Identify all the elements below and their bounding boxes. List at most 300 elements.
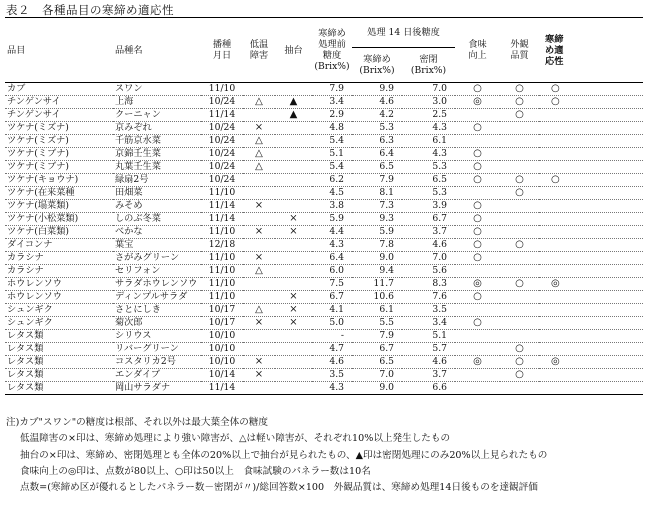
bolting-cell [275,382,312,395]
note-line: 食味向上の◎印は、点数が80以上、○印は50以上 食味試験のパネラー数は10名 [20,465,371,477]
sugar-before-cell: 4.6 [312,356,352,369]
note-line: 注)カブ"スワン"の糖度は根部、それ以外は最大葉全体の糖度 [6,417,269,428]
sugar-after-sealed-cell: 5.7 [402,343,455,356]
cold-injury-cell [243,174,275,187]
item-cell: レタス類 [5,369,113,382]
sugar-after-sealed-cell: 3.4 [402,317,455,330]
sowing-date-cell: 10/10 [201,356,243,369]
sugar-before-cell: 4.1 [312,304,352,317]
table-row [5,187,643,200]
sowing-date-cell: 11/10 [201,83,243,96]
sugar-after-sealed-cell: 5.1 [402,330,455,343]
cold-injury-cell: △ [243,135,275,148]
cold-injury-cell [243,83,275,96]
variety-cell: 京みぞれ [113,122,201,135]
sugar-before-cell: 4.7 [312,343,352,356]
item-cell: チンゲンサイ [5,109,113,122]
table-row [5,291,643,304]
variety-cell: 千筋京水菜 [113,135,201,148]
sugar-after-cold-cell: 4.2 [352,109,402,122]
suitability-cell [539,343,643,356]
item-cell: カブ [5,83,113,96]
sowing-date-cell: 10/10 [201,330,243,343]
sugar-after-sealed-cell: 3.7 [402,369,455,382]
item-cell: ツケナ(小松菜類) [5,213,113,226]
sugar-after-sealed-cell: 5.6 [402,265,455,278]
suitability-cell [539,382,643,395]
header-taste: 食味 向上 [455,18,500,83]
item-cell: ツケナ(ミズナ) [5,122,113,135]
sugar-before-cell: 6.7 [312,291,352,304]
sugar-after-sealed-cell: 6.7 [402,213,455,226]
cold-injury-cell: △ [243,96,275,109]
cold-injury-cell: × [243,200,275,213]
taste-cell: ○ [455,122,500,135]
sugar-after-cold-cell: 6.7 [352,343,402,356]
cold-injury-cell: × [243,122,275,135]
suitability-cell [539,369,643,382]
sowing-date-cell: 11/14 [201,200,243,213]
appearance-cell [500,148,539,161]
bolting-cell [275,343,312,356]
sugar-after-sealed-cell: 7.0 [402,83,455,96]
taste-cell: ◎ [455,96,500,109]
cold-injury-cell [243,291,275,304]
bolting-cell: ▲ [275,96,312,109]
sowing-date-cell: 11/14 [201,109,243,122]
sugar-before-cell: 5.1 [312,148,352,161]
item-cell: レタス類 [5,343,113,356]
sugar-after-sealed-cell: 3.9 [402,200,455,213]
sugar-before-cell: 3.4 [312,96,352,109]
appearance-cell [500,304,539,317]
taste-cell: ○ [455,291,500,304]
variety-cell: 菊次郎 [113,317,201,330]
appearance-cell [500,265,539,278]
table-row [5,135,643,148]
sugar-before-cell: 4.3 [312,239,352,252]
variety-cell: 上海 [113,96,201,109]
bolting-cell [275,174,312,187]
table-row [5,343,643,356]
taste-cell: ○ [455,83,500,96]
sugar-after-sealed-cell: 7.6 [402,291,455,304]
variety-cell: 岡山サラダナ [113,382,201,395]
sugar-after-cold-cell: 11.7 [352,278,402,291]
variety-cell: べかな [113,226,201,239]
taste-cell [455,304,500,317]
taste-cell: ◎ [455,278,500,291]
sowing-date-cell: 10/17 [201,317,243,330]
taste-cell [455,265,500,278]
cold-injury-cell: △ [243,161,275,174]
item-cell: カラシナ [5,252,113,265]
variety-cell: エンダイブ [113,369,201,382]
item-cell: シュンギク [5,304,113,317]
sowing-date-cell: 11/10 [201,226,243,239]
item-cell: ツケナ(白菜類) [5,226,113,239]
sugar-after-cold-cell: 10.6 [352,291,402,304]
sugar-after-sealed-cell: 2.5 [402,109,455,122]
table-row [5,356,643,369]
sugar-after-cold-cell: 9.9 [352,83,402,96]
table-row [5,265,643,278]
bolting-cell: × [275,317,312,330]
sowing-date-cell: 12/18 [201,239,243,252]
sugar-before-cell: 2.9 [312,109,352,122]
taste-cell [455,109,500,122]
table-row [5,369,643,382]
appearance-cell [500,122,539,135]
variety-cell: リバーグリーン [113,343,201,356]
sugar-before-cell: 5.0 [312,317,352,330]
cold-injury-cell: △ [243,265,275,278]
appearance-cell [500,330,539,343]
suitability-cell [539,317,643,330]
cold-injury-cell [243,187,275,200]
taste-cell [455,382,500,395]
sugar-after-sealed-cell: 5.3 [402,161,455,174]
cold-injury-cell: × [243,317,275,330]
suitability-cell: ○ [539,174,643,187]
item-cell: レタス類 [5,356,113,369]
appearance-cell [500,291,539,304]
table-row [5,174,643,187]
sowing-date-cell: 10/24 [201,148,243,161]
bolting-cell: ▲ [275,109,312,122]
appearance-cell: ○ [500,278,539,291]
footnotes [6,415,646,496]
table-row [5,330,643,343]
table-body [5,83,643,395]
table-row [5,96,643,109]
variety-cell: 丸葉壬生菜 [113,161,201,174]
sugar-after-sealed-cell: 4.3 [402,148,455,161]
variety-cell: コスタリカ2号 [113,356,201,369]
header-after-cold: 寒締め (Brix%) [352,48,402,83]
suitability-cell [539,122,643,135]
cold-injury-cell: × [243,369,275,382]
item-cell: ツケナ(在来菜種 [5,187,113,200]
suitability-cell [539,161,643,174]
taste-cell: ○ [455,252,500,265]
sugar-before-cell: 4.4 [312,226,352,239]
suitability-cell [539,239,643,252]
variety-cell: 緑扇2号 [113,174,201,187]
appearance-cell [500,252,539,265]
suitability-cell [539,291,643,304]
sugar-before-cell: 3.5 [312,369,352,382]
cold-injury-cell: × [243,252,275,265]
table-header [5,18,643,83]
cold-injury-cell [243,239,275,252]
sugar-before-cell: 4.5 [312,187,352,200]
table-row [5,83,643,96]
appearance-cell: ○ [500,187,539,200]
appearance-cell: ○ [500,83,539,96]
sugar-before-cell: 6.2 [312,174,352,187]
sugar-after-cold-cell: 8.1 [352,187,402,200]
variety-cell: スワン [113,83,201,96]
bolting-cell [275,200,312,213]
sugar-before-cell: 3.8 [312,200,352,213]
sugar-after-sealed-cell: 3.0 [402,96,455,109]
header-sugar-before: 寒締め 処理前 糖度 (Brix%) [312,18,352,83]
header-cold-injury: 低温 障害 [243,18,275,83]
item-cell: レタス類 [5,382,113,395]
item-cell: ホウレンソウ [5,278,113,291]
bolting-cell [275,122,312,135]
item-cell: シュンギク [5,317,113,330]
note-line: 点数=(寒締め区が優れるとしたパネラー数－密閉が〃)/総回答数×100 外観品質は、寒締め処理14日後ものを達観評価 [20,482,538,494]
variety-cell: さとにしき [113,304,201,317]
cold-injury-cell [243,343,275,356]
header-variety: 品種名 [113,18,201,83]
bolting-cell: × [275,226,312,239]
table-row [5,226,643,239]
sowing-date-cell: 11/10 [201,278,243,291]
sowing-date-cell: 10/24 [201,161,243,174]
sowing-date-cell: 11/10 [201,265,243,278]
sugar-after-cold-cell: 7.9 [352,330,402,343]
bolting-cell [275,330,312,343]
cold-injury-cell [243,382,275,395]
bolting-cell [275,278,312,291]
table-row [5,161,643,174]
suitability-cell [539,252,643,265]
item-cell: チンゲンサイ [5,96,113,109]
table-row [5,278,643,291]
header-bolting: 抽台 [275,18,312,83]
bolting-cell [275,369,312,382]
suitability-cell [539,265,643,278]
sowing-date-cell: 10/24 [201,174,243,187]
sugar-before-cell: 5.9 [312,213,352,226]
bolting-cell [275,239,312,252]
variety-cell: 田畑菜 [113,187,201,200]
taste-cell: ○ [455,161,500,174]
table-row [5,239,643,252]
bolting-cell: × [275,291,312,304]
sugar-after-cold-cell: 6.3 [352,135,402,148]
sugar-before-cell: - [312,330,352,343]
suitability-cell: ◎ [539,356,643,369]
suitability-cell: ◎ [539,278,643,291]
table-row [5,382,643,395]
sugar-after-sealed-cell: 4.3 [402,122,455,135]
sowing-date-cell: 11/14 [201,382,243,395]
sugar-before-cell: 6.4 [312,252,352,265]
taste-cell [455,343,500,356]
taste-cell [455,330,500,343]
sugar-after-sealed-cell: 7.0 [402,252,455,265]
table-row [5,317,643,330]
sowing-date-cell: 10/24 [201,135,243,148]
suitability-cell: ○ [539,96,643,109]
sowing-date-cell: 10/17 [201,304,243,317]
sugar-after-cold-cell: 5.5 [352,317,402,330]
suitability-cell [539,200,643,213]
suitability-cell [539,226,643,239]
sugar-after-cold-cell: 5.3 [352,122,402,135]
item-cell: ツケナ(ミブナ) [5,161,113,174]
sugar-after-cold-cell: 7.0 [352,369,402,382]
appearance-cell: ○ [500,96,539,109]
header-suitability: 寒締 め適 応性 [539,18,643,83]
sugar-after-sealed-cell: 6.1 [402,135,455,148]
sugar-after-sealed-cell: 6.5 [402,174,455,187]
sugar-after-sealed-cell: 5.3 [402,187,455,200]
sugar-before-cell: 5.4 [312,161,352,174]
sowing-date-cell: 11/10 [201,252,243,265]
variety-cell: みそめ [113,200,201,213]
variety-cell: 京錦壬生菜 [113,148,201,161]
table-row [5,252,643,265]
sugar-after-cold-cell: 4.6 [352,96,402,109]
cold-injury-cell: △ [243,148,275,161]
header-after-14-days: 処理 14 日後糖度 [352,18,455,48]
appearance-cell [500,382,539,395]
appearance-cell: ○ [500,109,539,122]
header-appearance: 外観 品質 [500,18,539,83]
note-line: 抽台の×印は、寒締め、密閉処理とも全体の20%以上で抽台が見られたもの、▲印は密閉処理にのみ20%以上見られたもの [20,449,548,461]
sugar-after-cold-cell: 6.4 [352,148,402,161]
taste-cell: ○ [455,226,500,239]
taste-cell: ○ [455,239,500,252]
table-row [5,109,643,122]
sugar-after-sealed-cell: 3.5 [402,304,455,317]
table-row [5,213,643,226]
bolting-cell: × [275,304,312,317]
variety-cell: 葉宝 [113,239,201,252]
suitability-cell [539,148,643,161]
cold-injury-cell [243,213,275,226]
sugar-after-sealed-cell: 3.7 [402,226,455,239]
table-row [5,148,643,161]
appearance-cell: ○ [500,239,539,252]
bolting-cell [275,135,312,148]
appearance-cell [500,317,539,330]
suitability-cell [539,187,643,200]
sugar-before-cell: 4.8 [312,122,352,135]
taste-cell: ○ [455,174,500,187]
table-row [5,200,643,213]
cold-injury-cell [243,278,275,291]
bolting-cell [275,356,312,369]
taste-cell: ○ [455,213,500,226]
bolting-cell [275,187,312,200]
sugar-after-cold-cell: 9.3 [352,213,402,226]
appearance-cell: ○ [500,369,539,382]
variety-cell: シリウス [113,330,201,343]
cold-injury-cell [243,109,275,122]
variety-cell: サラダホウレンソウ [113,278,201,291]
item-cell: カラシナ [5,265,113,278]
variety-cell: クーニャン [113,109,201,122]
header-item: 品目 [5,18,113,83]
taste-cell: ◎ [455,356,500,369]
header-after-sealed: 密閉 (Brix%) [402,48,455,83]
sugar-before-cell: 4.3 [312,382,352,395]
taste-cell [455,135,500,148]
bolting-cell [275,265,312,278]
sugar-after-sealed-cell: 8.3 [402,278,455,291]
cold-injury-cell: △ [243,304,275,317]
taste-cell: ○ [455,317,500,330]
appearance-cell: ○ [500,356,539,369]
appearance-cell: ○ [500,174,539,187]
table-row [5,304,643,317]
table-row [5,122,643,135]
appearance-cell: ○ [500,343,539,356]
sugar-after-cold-cell: 9.0 [352,252,402,265]
sugar-before-cell: 5.4 [312,135,352,148]
table-title: 表２ 各種品目の寒締め適応性 [6,3,174,17]
suitability-table [5,17,643,395]
bolting-cell [275,252,312,265]
item-cell: ツケナ(塌菜類) [5,200,113,213]
sugar-after-cold-cell: 7.8 [352,239,402,252]
taste-cell [455,369,500,382]
variety-cell: しのぶ冬菜 [113,213,201,226]
sugar-after-cold-cell: 5.9 [352,226,402,239]
appearance-cell [500,213,539,226]
note-line: 低温障害の×印は、寒締め処理により強い障害が、△は軽い障害が、それぞれ10%以上発生したもの [20,433,451,445]
sowing-date-cell: 11/14 [201,213,243,226]
sugar-before-cell: 6.0 [312,265,352,278]
variety-cell: ディンプルサラダ [113,291,201,304]
sugar-before-cell: 7.5 [312,278,352,291]
taste-cell [455,187,500,200]
item-cell: ダイコンナ [5,239,113,252]
sowing-date-cell: 10/24 [201,96,243,109]
sowing-date-cell: 11/10 [201,187,243,200]
sugar-after-cold-cell: 6.5 [352,161,402,174]
suitability-cell [539,213,643,226]
item-cell: ツケナ(キョウナ) [5,174,113,187]
sowing-date-cell: 11/10 [201,291,243,304]
variety-cell: セリフォン [113,265,201,278]
suitability-cell [539,135,643,148]
bolting-cell [275,148,312,161]
taste-cell: ○ [455,200,500,213]
taste-cell: ○ [455,148,500,161]
suitability-cell: ○ [539,83,643,96]
sugar-before-cell: 7.9 [312,83,352,96]
item-cell: ツケナ(ミブナ) [5,148,113,161]
appearance-cell [500,135,539,148]
appearance-cell [500,161,539,174]
sowing-date-cell: 10/14 [201,369,243,382]
bolting-cell [275,161,312,174]
bolting-cell [275,83,312,96]
item-cell: レタス類 [5,330,113,343]
sugar-after-sealed-cell: 6.6 [402,382,455,395]
variety-cell: さがみグリーン [113,252,201,265]
item-cell: ホウレンソウ [5,291,113,304]
sugar-after-cold-cell: 9.0 [352,382,402,395]
suitability-cell [539,330,643,343]
cold-injury-cell: × [243,356,275,369]
item-cell: ツケナ(ミズナ) [5,135,113,148]
sugar-after-cold-cell: 7.3 [352,200,402,213]
sugar-after-cold-cell: 7.9 [352,174,402,187]
cold-injury-cell: × [243,226,275,239]
appearance-cell [500,200,539,213]
bolting-cell: × [275,213,312,226]
sugar-after-cold-cell: 6.1 [352,304,402,317]
cold-injury-cell [243,330,275,343]
